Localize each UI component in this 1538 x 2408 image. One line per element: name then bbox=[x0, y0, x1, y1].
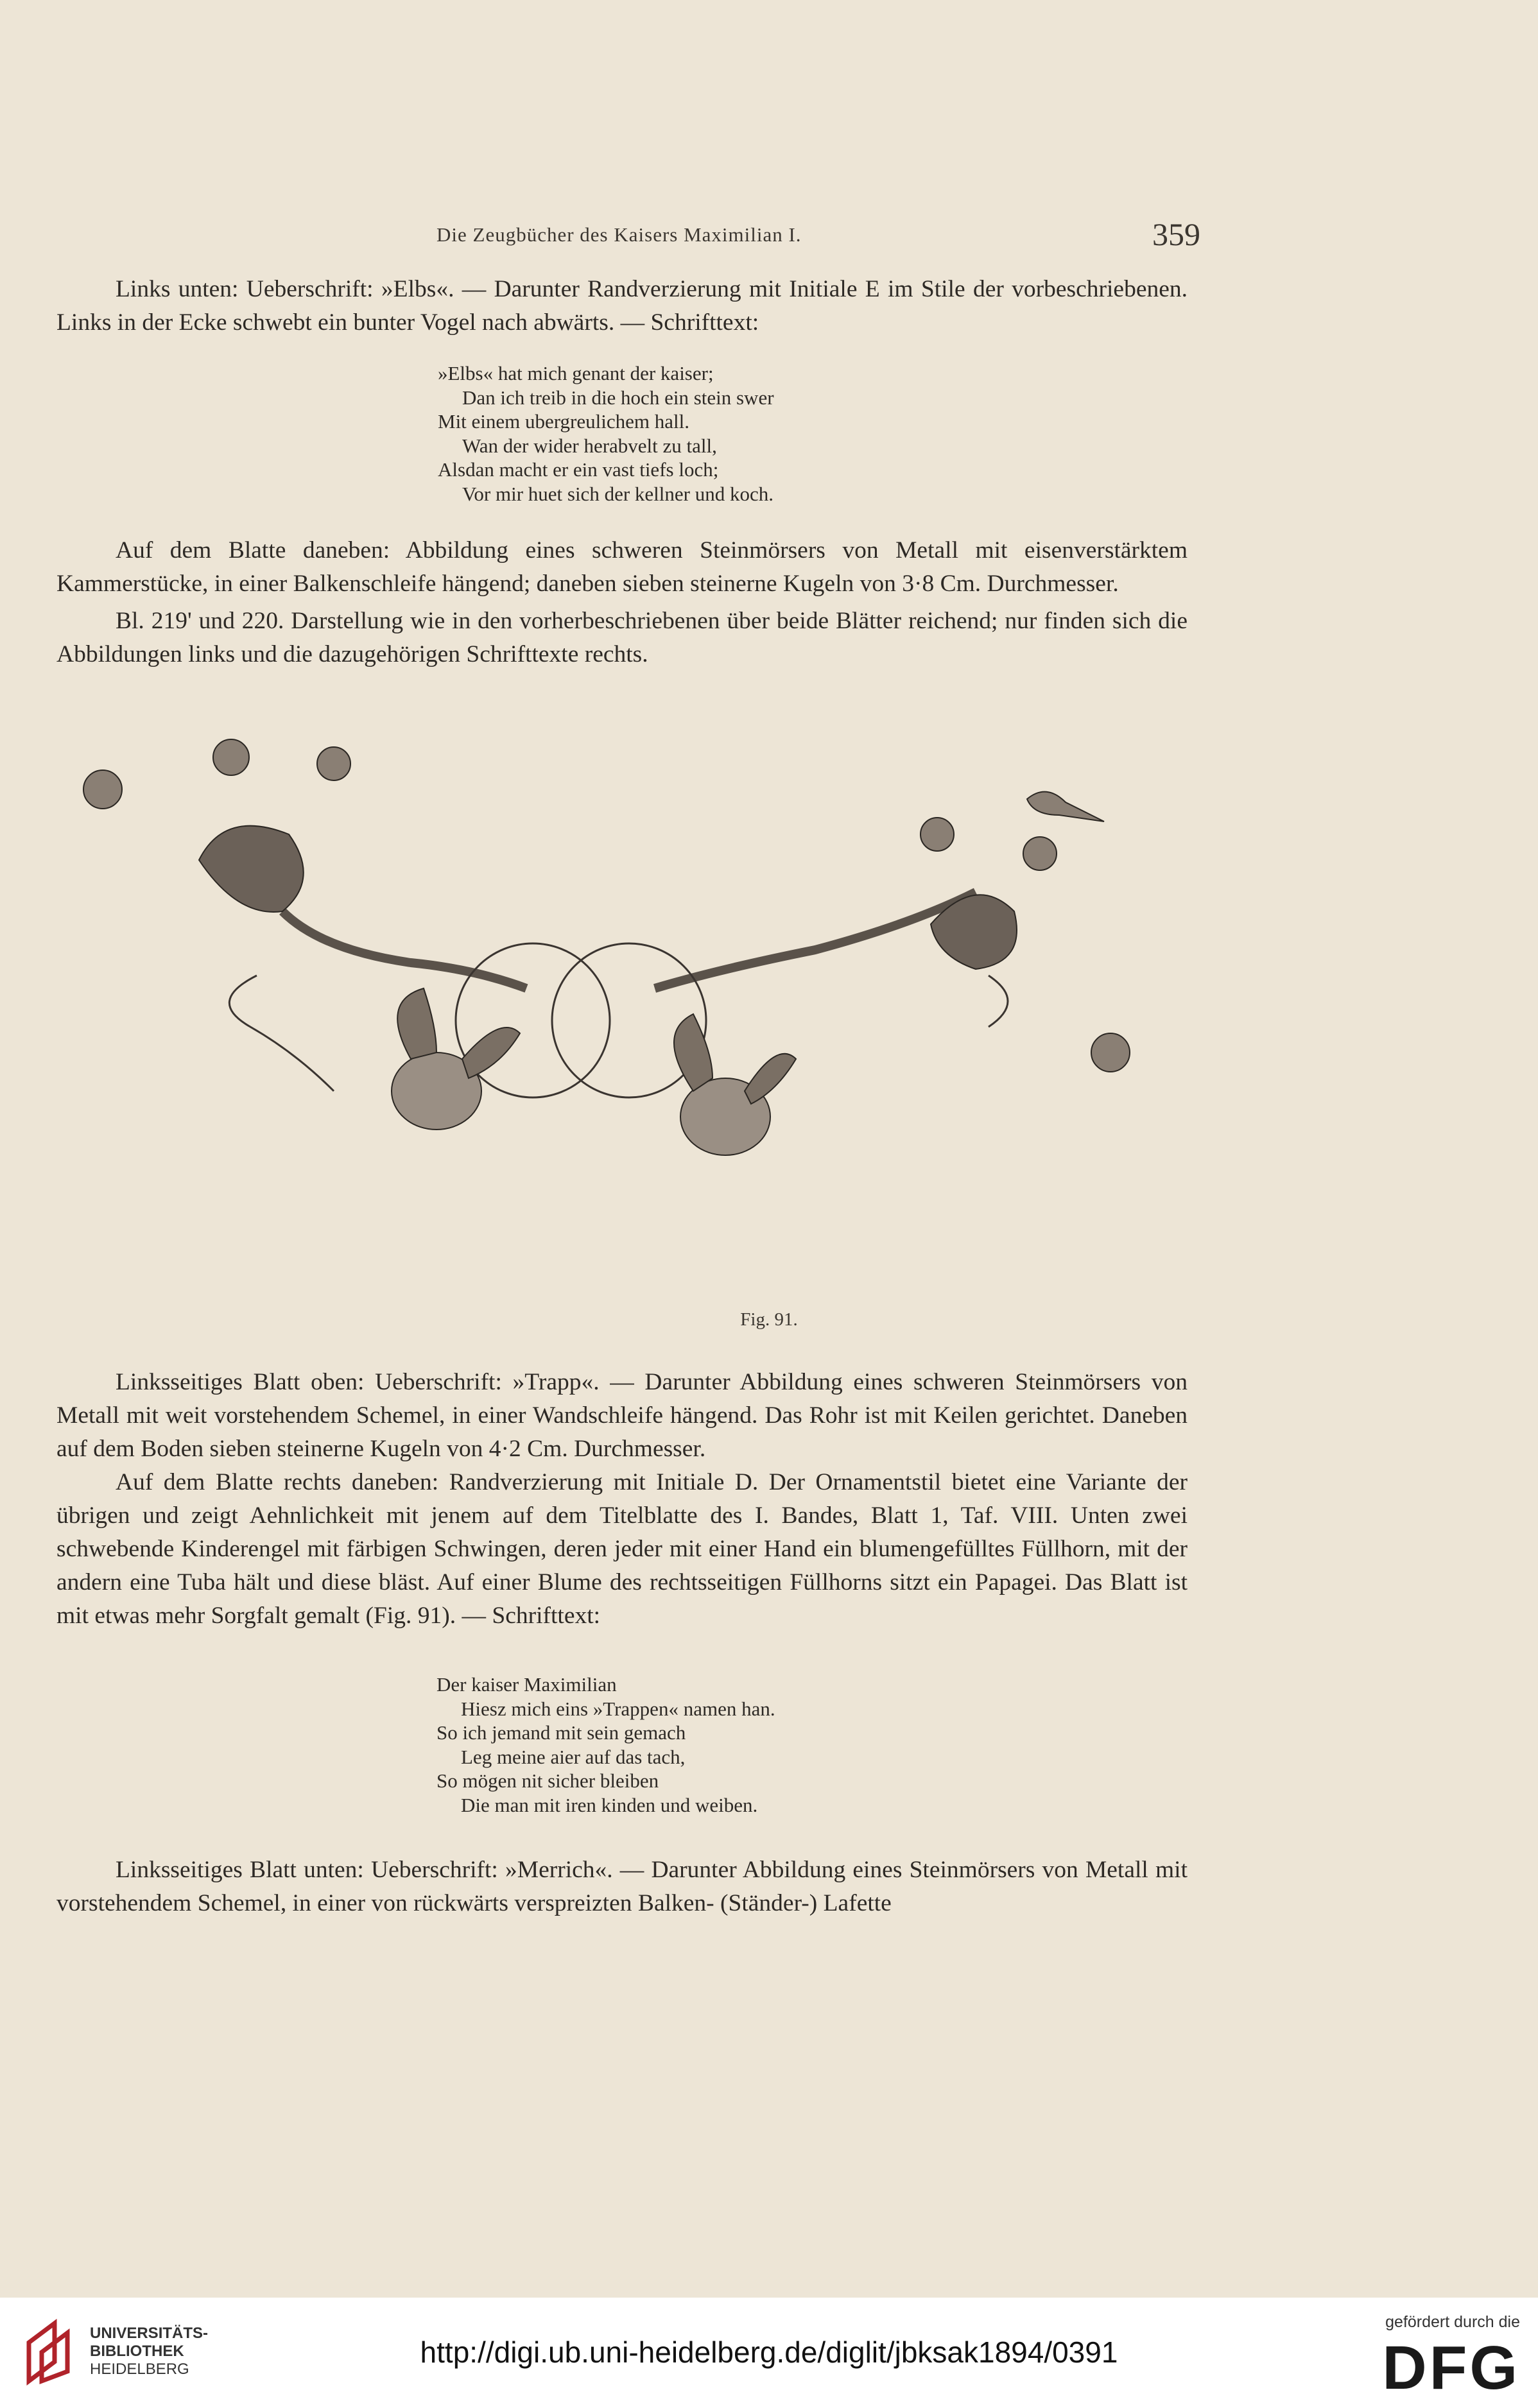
paragraph-block-bottom bbox=[56, 1853, 1188, 1920]
paragraph-block-top bbox=[56, 273, 1188, 340]
footer-bar bbox=[0, 2298, 1538, 2408]
running-header bbox=[436, 218, 1200, 263]
poem-line: Alsdan macht er ein vast tiefs loch; bbox=[438, 458, 719, 481]
running-title: Die Zeugbücher des Kaisers Maximilian I. bbox=[436, 223, 802, 246]
poem-line: So ich jemand mit sein gemach bbox=[436, 1721, 686, 1744]
paragraph: Linksseitiges Blatt unten: Ueberschrift: »Merrich«. — Darunter Abbildung eines Steinmörsers von Metall mit vorstehendem Schemel, in einer von rückwärts verspreizten Balken- (Ständer-) Lafette bbox=[56, 1857, 1188, 1916]
paragraph: Auf dem Blatte rechts daneben: Randverzierung mit Initiale D. Der Ornamentstil bietet eine Variante der übrigen und zeigt Aehnlichkeit mit jenem auf dem Titelblatte des I. Bandes, Blatt 1, Taf. VIII. Unten zwei schwebende Kinderengel mit färbigen Schwingen, deren jeder mit einer Hand ein blumengefülltes Füllhorn, mit der andern eine Tuba hält und diese bläst. Auf einer Blume des rechtsseitigen Füllhorns sitzt ein Papagei. Das Blatt ist mit etwas mehr Sorgfalt gemalt (Fig. 91). — Schrifttext: bbox=[56, 1469, 1188, 1629]
poem-line: Wan der wider herabvelt zu tall, bbox=[462, 434, 717, 457]
funding-label: gefördert durch die bbox=[1385, 2313, 1520, 2331]
poem-elbs bbox=[438, 361, 774, 506]
poem-trapp bbox=[436, 1673, 775, 1817]
paragraph: Linksseitiges Blatt oben: Ueberschrift: »Trapp«. — Darunter Abbildung eines schweren Steinmörsers von Metall mit weit vorstehendem Schemel, in einer Wandschleife hängend. Das Rohr ist mit Keilen gerichtet. Daneben auf dem Boden sieben steinerne Kugeln von 4·2 Cm. Durchmesser. bbox=[56, 1369, 1188, 1462]
page-number: 359 bbox=[1152, 216, 1200, 252]
university-library-name: UNIVERSITÄTS- BIBLIOTHEK HEIDELBERG bbox=[90, 2325, 209, 2378]
figure-caption: Fig. 91. bbox=[740, 1309, 798, 1330]
paragraph: Bl. 219' und 220. Darstellung wie in den vorherbeschriebenen über beide Blätter reichend; nur finden sich die Abbildungen links und die dazugehörigen Schrifttexte rechts. bbox=[56, 608, 1188, 667]
poem-line: »Elbs« hat mich genant der kaiser; bbox=[438, 362, 714, 384]
ornament-illustration bbox=[77, 732, 1168, 1296]
paragraph: Links unten: Ueberschrift: »Elbs«. — Darunter Randverzierung mit Initiale E im Stile der vorbeschriebenen. Links in der Ecke schwebt ein bunter Vogel nach abwärts. — Schrifttext: bbox=[56, 276, 1188, 336]
poem-line: Vor mir huet sich der kellner und koch. bbox=[462, 482, 773, 505]
poem-line: Die man mit iren kinden und weiben. bbox=[461, 1793, 758, 1816]
permalink-url[interactable]: http://digi.ub.uni-heidelberg.de/diglit/jbksak1894/0391 bbox=[420, 2335, 1118, 2369]
poem-line: Dan ich treib in die hoch ein stein swer bbox=[462, 386, 774, 409]
poem-line: Hiesz mich eins »Trappen« namen han. bbox=[461, 1697, 775, 1720]
paragraph: Auf dem Blatte daneben: Abbildung eines schweren Steinmörsers von Metall mit eisenverstärktem Kammerstücke, in einer Balkenschleife hängend; daneben sieben steinerne Kugeln von 3·8 Cm. Durchmesser. bbox=[56, 537, 1188, 597]
poem-line: Mit einem ubergreulichem hall. bbox=[438, 410, 689, 433]
paragraph-block-lower bbox=[56, 1366, 1188, 1633]
poem-line: So mögen nit sicher bleiben bbox=[436, 1769, 659, 1792]
poem-line: Der kaiser Maximilian bbox=[436, 1673, 617, 1696]
dfg-logo: DFG bbox=[1382, 2334, 1520, 2402]
poem-line: Leg meine aier auf das tach, bbox=[461, 1745, 686, 1768]
paragraph-block-mid bbox=[56, 534, 1188, 671]
